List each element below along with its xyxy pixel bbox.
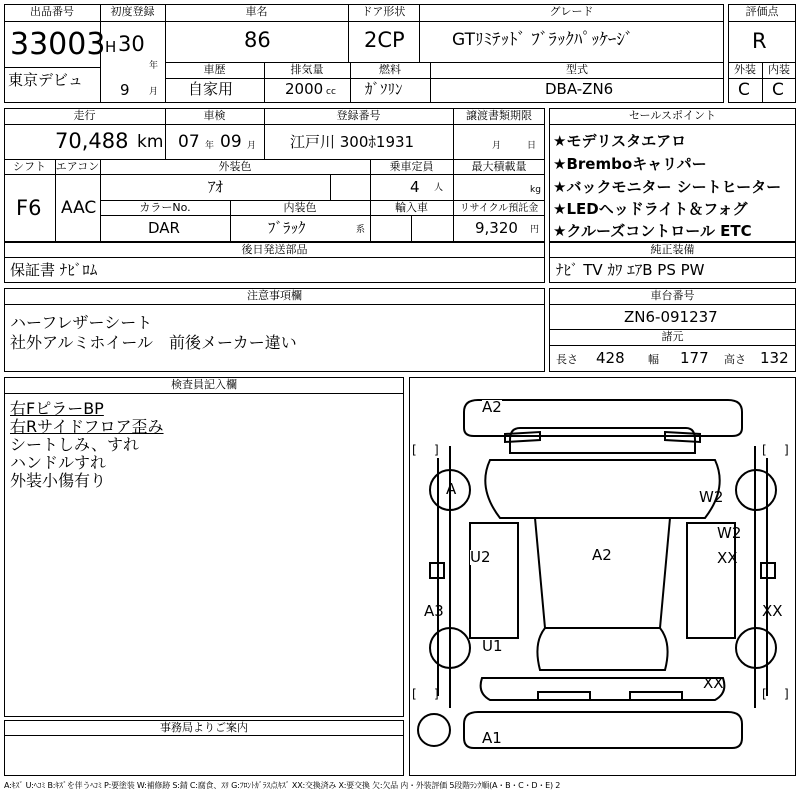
color-label: 外装色 bbox=[218, 160, 252, 173]
bracket-mark: ] bbox=[784, 687, 789, 701]
mileage-unit: km bbox=[137, 132, 164, 152]
color-no-label: カラーNo. bbox=[139, 201, 191, 214]
bracket-mark: [ bbox=[762, 687, 767, 701]
taillight-right bbox=[630, 692, 682, 700]
inspection-year-unit: 年 bbox=[205, 141, 215, 151]
details-divider bbox=[411, 215, 412, 242]
era-letter: H bbox=[105, 38, 117, 56]
rear-bumper-outline bbox=[464, 712, 742, 748]
history-value: 自家用 bbox=[188, 80, 234, 98]
damage-mark: A3 bbox=[424, 602, 444, 620]
bracket-mark: [ bbox=[412, 687, 417, 701]
sales-points-title: セールスポイント bbox=[628, 109, 716, 122]
capacity-label: 乗車定員 bbox=[389, 160, 434, 173]
reg-month-unit: 月 bbox=[149, 87, 159, 97]
inspector-line: シートしみ、すれ bbox=[10, 435, 139, 454]
inspector-divider bbox=[4, 393, 404, 394]
spare-wheel bbox=[418, 714, 450, 746]
load-unit: kg bbox=[530, 185, 541, 195]
grade: GTﾘﾐﾃｯﾄﾞ ﾌﾞﾗｯｸﾊﾟｯｹｰｼﾞ bbox=[452, 30, 634, 50]
bracket-mark: [ bbox=[412, 443, 417, 457]
sales-point-item: ★クルーズコントロール ETC bbox=[553, 222, 752, 240]
damage-mark: XX bbox=[762, 602, 783, 620]
recycle-value: 9,320 bbox=[475, 219, 518, 237]
displacement-label: 排気量 bbox=[290, 63, 324, 76]
damage-mark: A bbox=[446, 480, 457, 498]
interior-color-value: ﾌﾞﾗｯｸ bbox=[268, 219, 306, 237]
transfer-day-unit: 日 bbox=[527, 141, 537, 151]
history-label: 車歴 bbox=[203, 63, 226, 76]
color-value: ｱｵ bbox=[208, 178, 224, 196]
inspection-month: 09 bbox=[220, 132, 242, 152]
lot-no-label: 出品番号 bbox=[30, 5, 74, 18]
taillight-left bbox=[538, 692, 590, 700]
header-divider bbox=[4, 67, 100, 68]
exterior-label: 外装 bbox=[734, 63, 756, 76]
chassis-divider bbox=[549, 345, 796, 346]
grade-label: グレード bbox=[549, 5, 594, 18]
car-diagram bbox=[409, 377, 796, 776]
damage-mark: XX bbox=[703, 674, 724, 692]
plate-number: 江戸川 300ﾎ1931 bbox=[290, 133, 415, 151]
fuel-label: 燃料 bbox=[379, 63, 401, 76]
sales-points-divider bbox=[549, 124, 796, 125]
equipment-title: 純正装備 bbox=[650, 243, 695, 256]
car-name: 86 bbox=[244, 28, 271, 52]
interior-label: 内装 bbox=[768, 63, 790, 76]
details-divider bbox=[330, 174, 331, 200]
office-divider bbox=[4, 735, 404, 736]
bracket-mark: ] bbox=[434, 443, 439, 457]
interior-grade: C bbox=[772, 80, 784, 100]
width-value: 177 bbox=[680, 349, 709, 367]
details-divider bbox=[4, 174, 545, 175]
plate-label: 登録番号 bbox=[336, 109, 381, 122]
equipment-divider bbox=[549, 257, 796, 258]
left-door-outline bbox=[470, 523, 518, 638]
transfer-label: 譲渡書類期限 bbox=[466, 109, 532, 122]
equipment-value: ﾅﾋﾞ TV ｶﾜ ｴｱB PS PW bbox=[556, 261, 705, 279]
car-name-label: 車名 bbox=[245, 5, 268, 18]
length-label: 長さ bbox=[556, 353, 578, 366]
sales-point-item: ★モデリスタエアロ bbox=[553, 132, 687, 150]
chassis-number: ZN6-091237 bbox=[624, 308, 718, 326]
model-type-label: 型式 bbox=[566, 63, 588, 76]
score-label: 評価点 bbox=[745, 5, 779, 18]
bracket-mark: ] bbox=[434, 687, 439, 701]
height-label: 高さ bbox=[724, 353, 746, 366]
later-parts-value: 保証書 ﾅﾋﾞﾛﾑ bbox=[10, 261, 98, 279]
fuel-value: ｶﾞｿﾘﾝ bbox=[365, 80, 403, 98]
branch-name: 東京デビュ bbox=[8, 71, 84, 89]
interior-color-label: 内装色 bbox=[283, 201, 317, 214]
lot-number: 33003 bbox=[10, 27, 106, 62]
damage-mark: A2 bbox=[592, 546, 612, 564]
displacement-unit: cc bbox=[326, 87, 336, 97]
front-bumper-outline bbox=[464, 400, 742, 436]
later-parts-divider bbox=[4, 257, 545, 258]
notes-line: ハーフレザーシート bbox=[10, 313, 153, 332]
width-label: 幅 bbox=[648, 353, 659, 366]
car-outline-svg bbox=[410, 378, 795, 775]
recycle-unit: 円 bbox=[530, 225, 540, 235]
reg-year-unit: 年 bbox=[149, 61, 159, 71]
ac-value: AAC bbox=[61, 198, 97, 218]
score-divider bbox=[728, 21, 796, 22]
mileage-value: 70,488 bbox=[55, 129, 129, 153]
roof-outline bbox=[537, 628, 667, 670]
damage-mark: W2 bbox=[699, 488, 724, 506]
notes-divider bbox=[4, 304, 545, 305]
inspector-title: 検査員記入欄 bbox=[171, 378, 237, 391]
door-label: ドア形状 bbox=[361, 5, 406, 18]
sales-point-item: ★バックモニター シートヒーター bbox=[553, 178, 782, 196]
capacity-value: 4 bbox=[410, 178, 420, 196]
header-divider bbox=[165, 78, 724, 79]
details-divider bbox=[453, 108, 454, 242]
score-value: R bbox=[752, 29, 767, 53]
bracket-mark: ] bbox=[784, 443, 789, 457]
ac-label: エアコン bbox=[55, 160, 100, 173]
shift-value: F6 bbox=[16, 196, 42, 220]
damage-mark: W2 bbox=[717, 524, 742, 542]
damage-mark: U2 bbox=[470, 548, 491, 566]
length-value: 428 bbox=[596, 349, 625, 367]
specs-title: 諸元 bbox=[661, 330, 684, 343]
interior-color-unit: 系 bbox=[356, 225, 366, 235]
later-parts-title: 後日発送部品 bbox=[241, 243, 308, 256]
import-label: 輸入車 bbox=[395, 201, 428, 214]
details-divider bbox=[4, 124, 545, 125]
inspection-month-unit: 月 bbox=[247, 141, 257, 151]
door-type: 2CP bbox=[364, 28, 405, 52]
first-reg-label: 初度登録 bbox=[110, 5, 155, 18]
inspection-year: 07 bbox=[178, 132, 200, 152]
reg-month: 9 bbox=[120, 81, 130, 99]
inspection-label: 車検 bbox=[203, 109, 226, 122]
cabin-outline bbox=[535, 518, 670, 628]
inspector-line: 右FピラーBP bbox=[10, 399, 104, 418]
color-no-value: DAR bbox=[148, 219, 180, 237]
office-title: 事務局よりご案内 bbox=[160, 721, 248, 734]
notes-title: 注意事項欄 bbox=[247, 289, 302, 302]
chassis-title: 車台番号 bbox=[650, 289, 695, 302]
shift-label: シフト bbox=[13, 160, 46, 173]
max-load-label: 最大積載量 bbox=[471, 160, 527, 173]
damage-mark: A2 bbox=[482, 398, 502, 416]
damage-mark: A1 bbox=[482, 729, 502, 747]
bracket-mark: [ bbox=[762, 443, 767, 457]
mileage-label: 走行 bbox=[73, 109, 96, 122]
recycle-label: リサイクル預託金 bbox=[459, 203, 539, 214]
legend-text: A:ｷｽﾞ U:ﾍｺﾐ B:ｷｽﾞを伴うﾍｺﾐ P:要塗装 W:補修跡 S:錆 C:腐食、ｽﾘ G:ﾌﾛﾝﾄｶﾞﾗｽ点ｷｽﾞ XX:交換済み X:要交換 欠:欠品 内・外装評価 5段階ﾗﾝｸ順(A・B・C・D・E) 2 bbox=[4, 781, 561, 790]
damage-mark: U1 bbox=[482, 637, 503, 655]
notes-line: 社外アルミホイール 前後メーカー違い bbox=[10, 333, 297, 352]
header-divider bbox=[4, 21, 724, 22]
inspector-line: ハンドルすれ bbox=[10, 453, 107, 472]
height-value: 132 bbox=[760, 349, 789, 367]
inspector-line: 外装小傷有り bbox=[10, 471, 107, 490]
reg-year: 30 bbox=[118, 32, 145, 56]
body-outline bbox=[485, 460, 719, 518]
transfer-month-unit: 月 bbox=[492, 141, 502, 151]
damage-mark: XX bbox=[717, 549, 738, 567]
capacity-unit: 人 bbox=[434, 183, 444, 193]
rear-outline bbox=[481, 674, 725, 700]
chassis-divider bbox=[549, 304, 796, 305]
model-type: DBA-ZN6 bbox=[545, 80, 614, 98]
sales-point-item: ★Bremboキャリパー bbox=[553, 155, 707, 173]
displacement-value: 2000 bbox=[285, 80, 324, 98]
sales-point-item: ★LEDヘッドライト＆フォグ bbox=[553, 200, 748, 218]
inspector-line: 右Rサイドフロア歪み bbox=[10, 417, 164, 436]
exterior-grade: C bbox=[738, 80, 750, 100]
